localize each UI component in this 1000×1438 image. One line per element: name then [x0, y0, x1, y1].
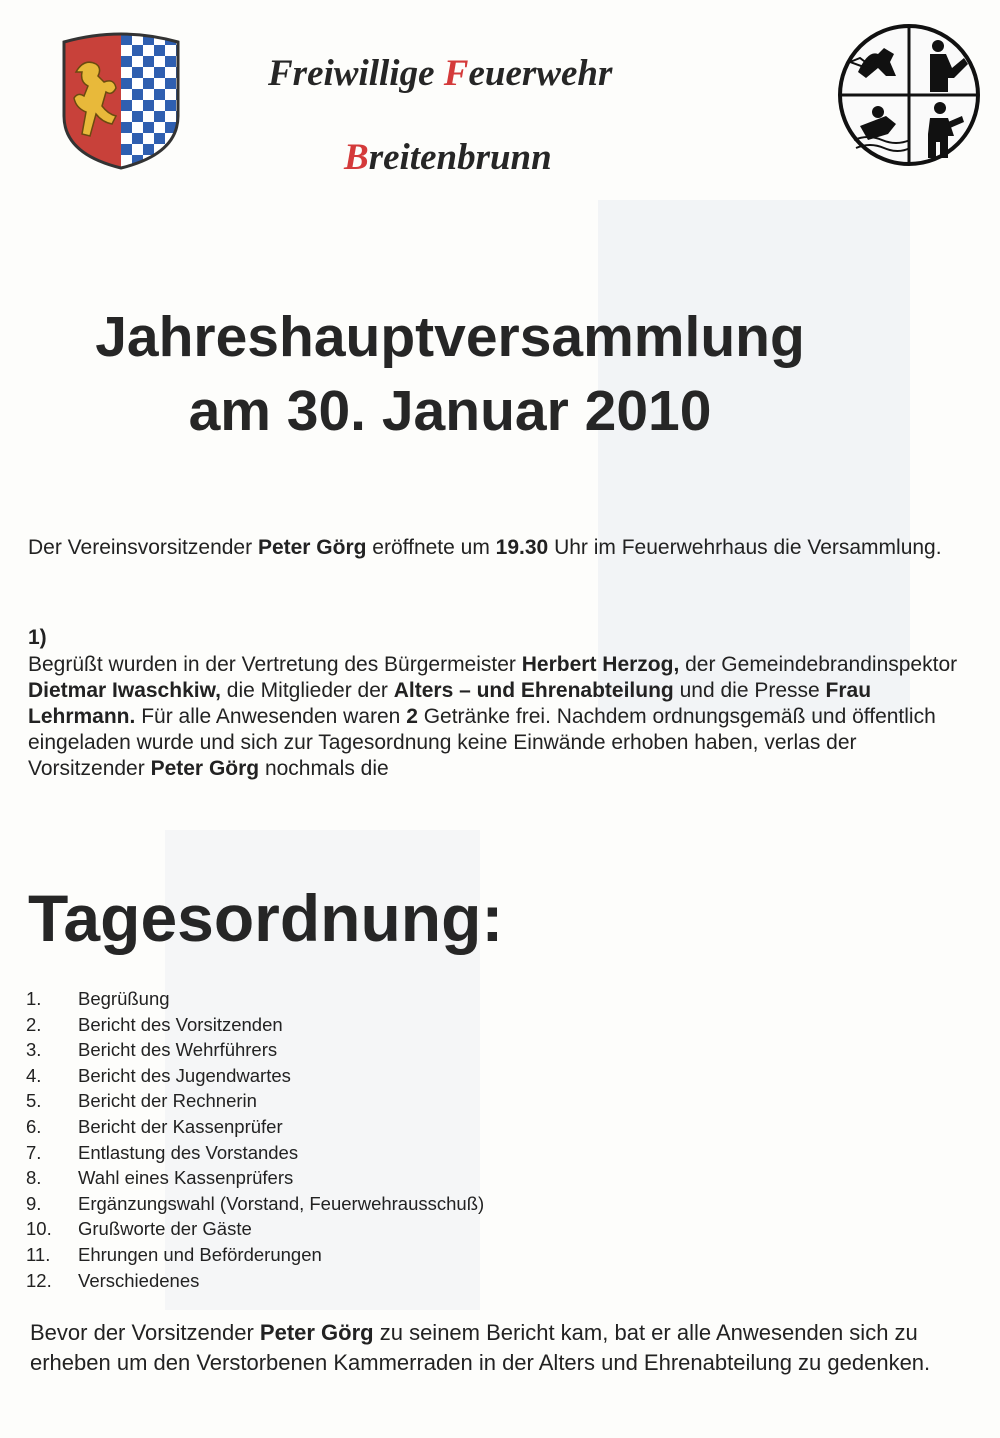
header-initial: F [443, 53, 469, 94]
press-name: Frau Lehrmann. [28, 679, 872, 728]
agenda-item-number: 5. [26, 1090, 42, 1112]
agenda-item [26, 1037, 484, 1063]
brigade-name-line [268, 52, 612, 95]
fire-brigade-emblem-logo [836, 22, 982, 168]
town-name-line [344, 136, 552, 179]
agenda-item-number: 8. [26, 1167, 42, 1189]
agenda-list [26, 986, 484, 1293]
text-run: Der Vereinsvorsitzender [28, 536, 258, 559]
agenda-item-number: 10. [26, 1218, 52, 1240]
agenda-item-number: 6. [26, 1115, 42, 1137]
agenda-item [26, 1012, 484, 1038]
agenda-item-number: 12. [26, 1269, 52, 1291]
agenda-item-number: 9. [26, 1192, 42, 1214]
text-run: Für alle Anwesenden waren [135, 705, 407, 728]
text-run: eröffnete um [366, 536, 496, 559]
text-run: zu seinem Bericht kam, bat er alle Anwesenden sich zu erheben um den Verstorbenen Kammerraden in der Alters und Ehrenabteilung zu gedenken. [30, 1320, 931, 1375]
agenda-item-number: 11. [26, 1243, 51, 1265]
agenda-item-text: Begrüßung [78, 988, 170, 1009]
agenda-item-text: Bericht der Kassenprüfer [78, 1115, 283, 1137]
section-number: 1) [28, 626, 47, 649]
agenda-item [26, 986, 484, 1012]
agenda-item-text: Bericht der Rechnerin [78, 1090, 257, 1112]
agenda-item [26, 1114, 484, 1140]
agenda-item [26, 1063, 484, 1089]
title-line: Jahreshauptversammlung [95, 305, 805, 369]
guest-name: Herbert Herzog, [521, 653, 680, 676]
text-run: Uhr im Feuerwehrhaus die Versammlung. [548, 536, 942, 559]
agenda-item [26, 1216, 484, 1242]
text-run: Getränke frei. Nachdem ordnungsgemäß und öffentlich eingeladen wurde und sich zur Tagesordnung keine Einwände erhoben haben, verlas der Vorsitzender [28, 705, 936, 780]
drinks-count: 2 [406, 705, 418, 728]
agenda-item-number: 7. [26, 1141, 42, 1163]
agenda-item-text: Verschiedenes [78, 1269, 200, 1291]
header-text: reitenbrunn [368, 137, 552, 178]
agenda-item [26, 1140, 484, 1166]
agenda-item-number: 1. [26, 988, 42, 1009]
chairman-name: Peter Görg [259, 1320, 374, 1345]
header-initial: B [344, 137, 369, 178]
agenda-item-text: Wahl eines Kassenprüfers [78, 1167, 294, 1189]
text-run: Bevor der Vorsitzender [30, 1320, 260, 1345]
text-run: die Mitglieder der [220, 679, 394, 702]
guest-name: Dietmar Iwaschkiw, [28, 679, 221, 702]
agenda-item-text: Grußworte der Gäste [78, 1218, 252, 1240]
agenda-item-text: Entlastung des Vorstandes [78, 1141, 299, 1163]
agenda-item-text: Bericht des Vorsitzenden [78, 1013, 283, 1035]
agenda-item [26, 1165, 484, 1191]
agenda-item-text: Bericht des Jugendwartes [78, 1064, 291, 1086]
chairman-name: Peter Görg [257, 536, 367, 559]
intro-paragraph [28, 535, 968, 561]
header-text: Freiwillige [268, 53, 444, 94]
department-name: Alters – und Ehrenabteilung [393, 679, 674, 702]
bleed-through-area [598, 200, 910, 720]
agenda-item-text: Ehrungen und Beförderungen [78, 1243, 322, 1265]
agenda-item-number: 4. [26, 1064, 42, 1086]
agenda-item [26, 1088, 484, 1114]
welcome-paragraph [28, 652, 968, 782]
text-run: nochmals die [259, 757, 389, 780]
agenda-item-text: Ergänzungswahl (Vorstand, Feuerwehrausschuß) [78, 1192, 485, 1214]
coat-of-arms-logo [58, 28, 184, 170]
closing-paragraph [30, 1318, 970, 1378]
header-text: euerwehr [468, 53, 613, 94]
agenda-item [26, 1242, 484, 1268]
title-date-line: am 30. Januar 2010 [188, 379, 712, 443]
agenda-item-text: Bericht des Wehrführers [78, 1039, 278, 1061]
meeting-title [0, 300, 900, 448]
start-time: 19.30 [495, 536, 549, 559]
agenda-item [26, 1268, 484, 1294]
agenda-item [26, 1191, 484, 1217]
text-run: der Gemeindebrandinspektor [679, 653, 958, 676]
text-run: und die Presse [673, 679, 826, 702]
text-run: Begrüßt wurden in der Vertretung des Bürgermeister [28, 653, 522, 676]
agenda-heading: Tagesordnung: [28, 881, 504, 955]
agenda-item-number: 3. [26, 1039, 42, 1061]
agenda-item-number: 2. [26, 1013, 42, 1035]
chairman-name: Peter Görg [150, 757, 260, 780]
